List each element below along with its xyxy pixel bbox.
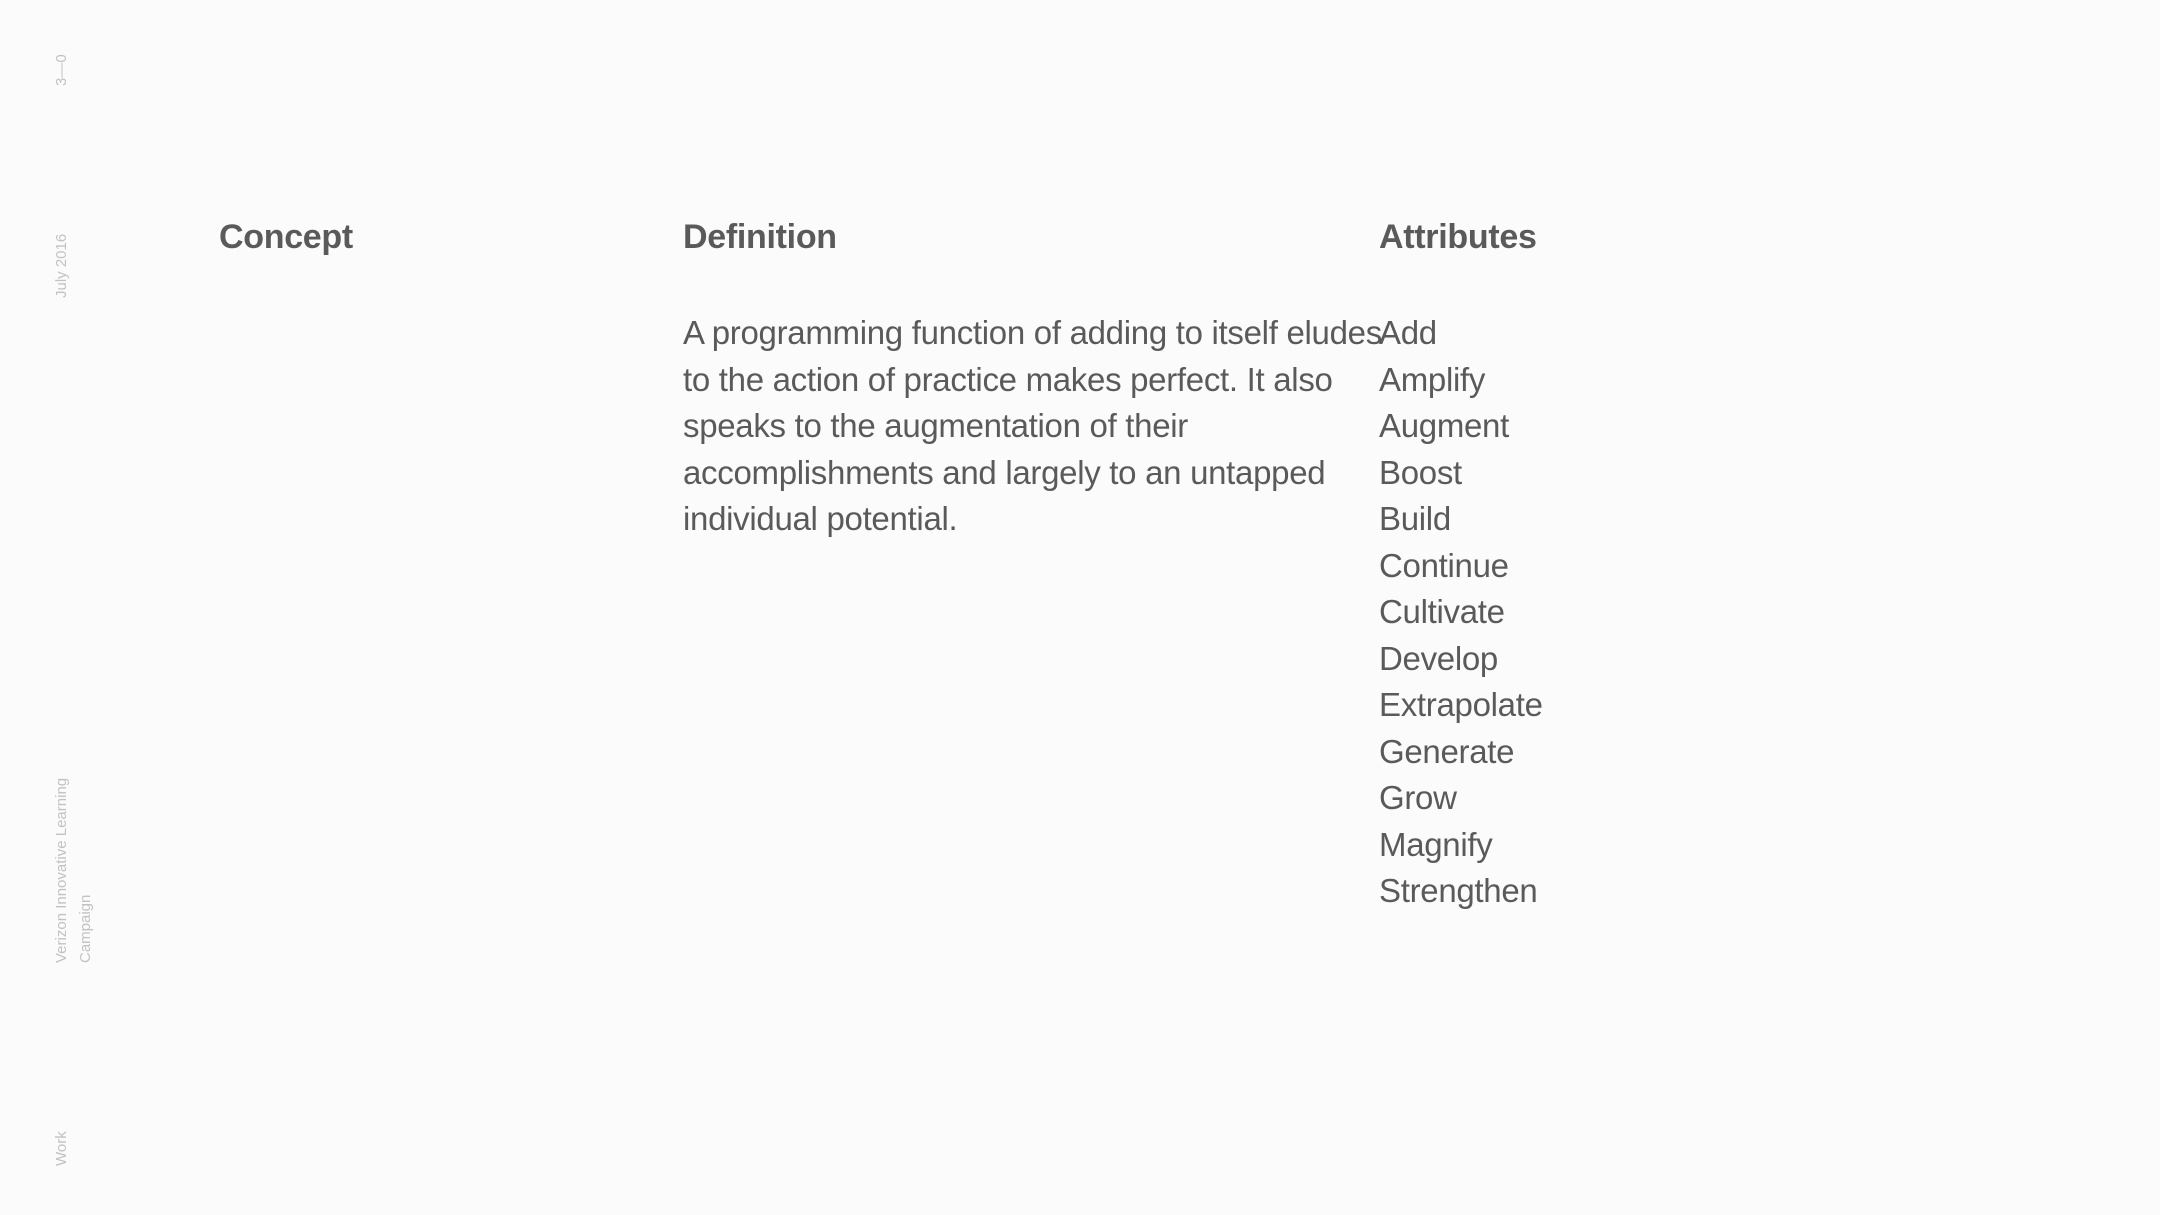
attributes-heading: Attributes: [1379, 218, 1537, 256]
attribute-item: Add: [1379, 314, 1437, 351]
attribute-item: Boost: [1379, 453, 1462, 491]
section-label: Work: [53, 1131, 70, 1166]
page-number: 3—0: [53, 54, 70, 86]
project-title: Verizon Innovative Learning Campaign: [53, 777, 94, 963]
concept-heading: Concept: [219, 218, 353, 256]
attribute-item: Cultivate: [1379, 593, 1505, 630]
attribute-item: Magnify: [1379, 825, 1493, 863]
attribute-item: Strengthen: [1379, 872, 1538, 909]
definition-heading: Definition: [683, 218, 837, 256]
attributes-list: [1379, 310, 1543, 915]
document-date: July 2016: [53, 233, 70, 298]
attribute-item: Build: [1379, 500, 1451, 537]
attribute-item: Generate: [1379, 732, 1515, 770]
definition-text: A programming function of adding to itself eludes to the action of practice makes perfect. It also speaks to the augmentation of their accomplishments and largely to an untapped individual potential.: [683, 314, 1382, 537]
attribute-item: Develop: [1379, 639, 1498, 677]
attribute-item: Grow: [1379, 779, 1457, 816]
attribute-item: Extrapolate: [1379, 686, 1543, 723]
attribute-item: Augment: [1379, 407, 1509, 444]
attribute-item: Continue: [1379, 546, 1509, 584]
attribute-item: Amplify: [1379, 360, 1486, 398]
